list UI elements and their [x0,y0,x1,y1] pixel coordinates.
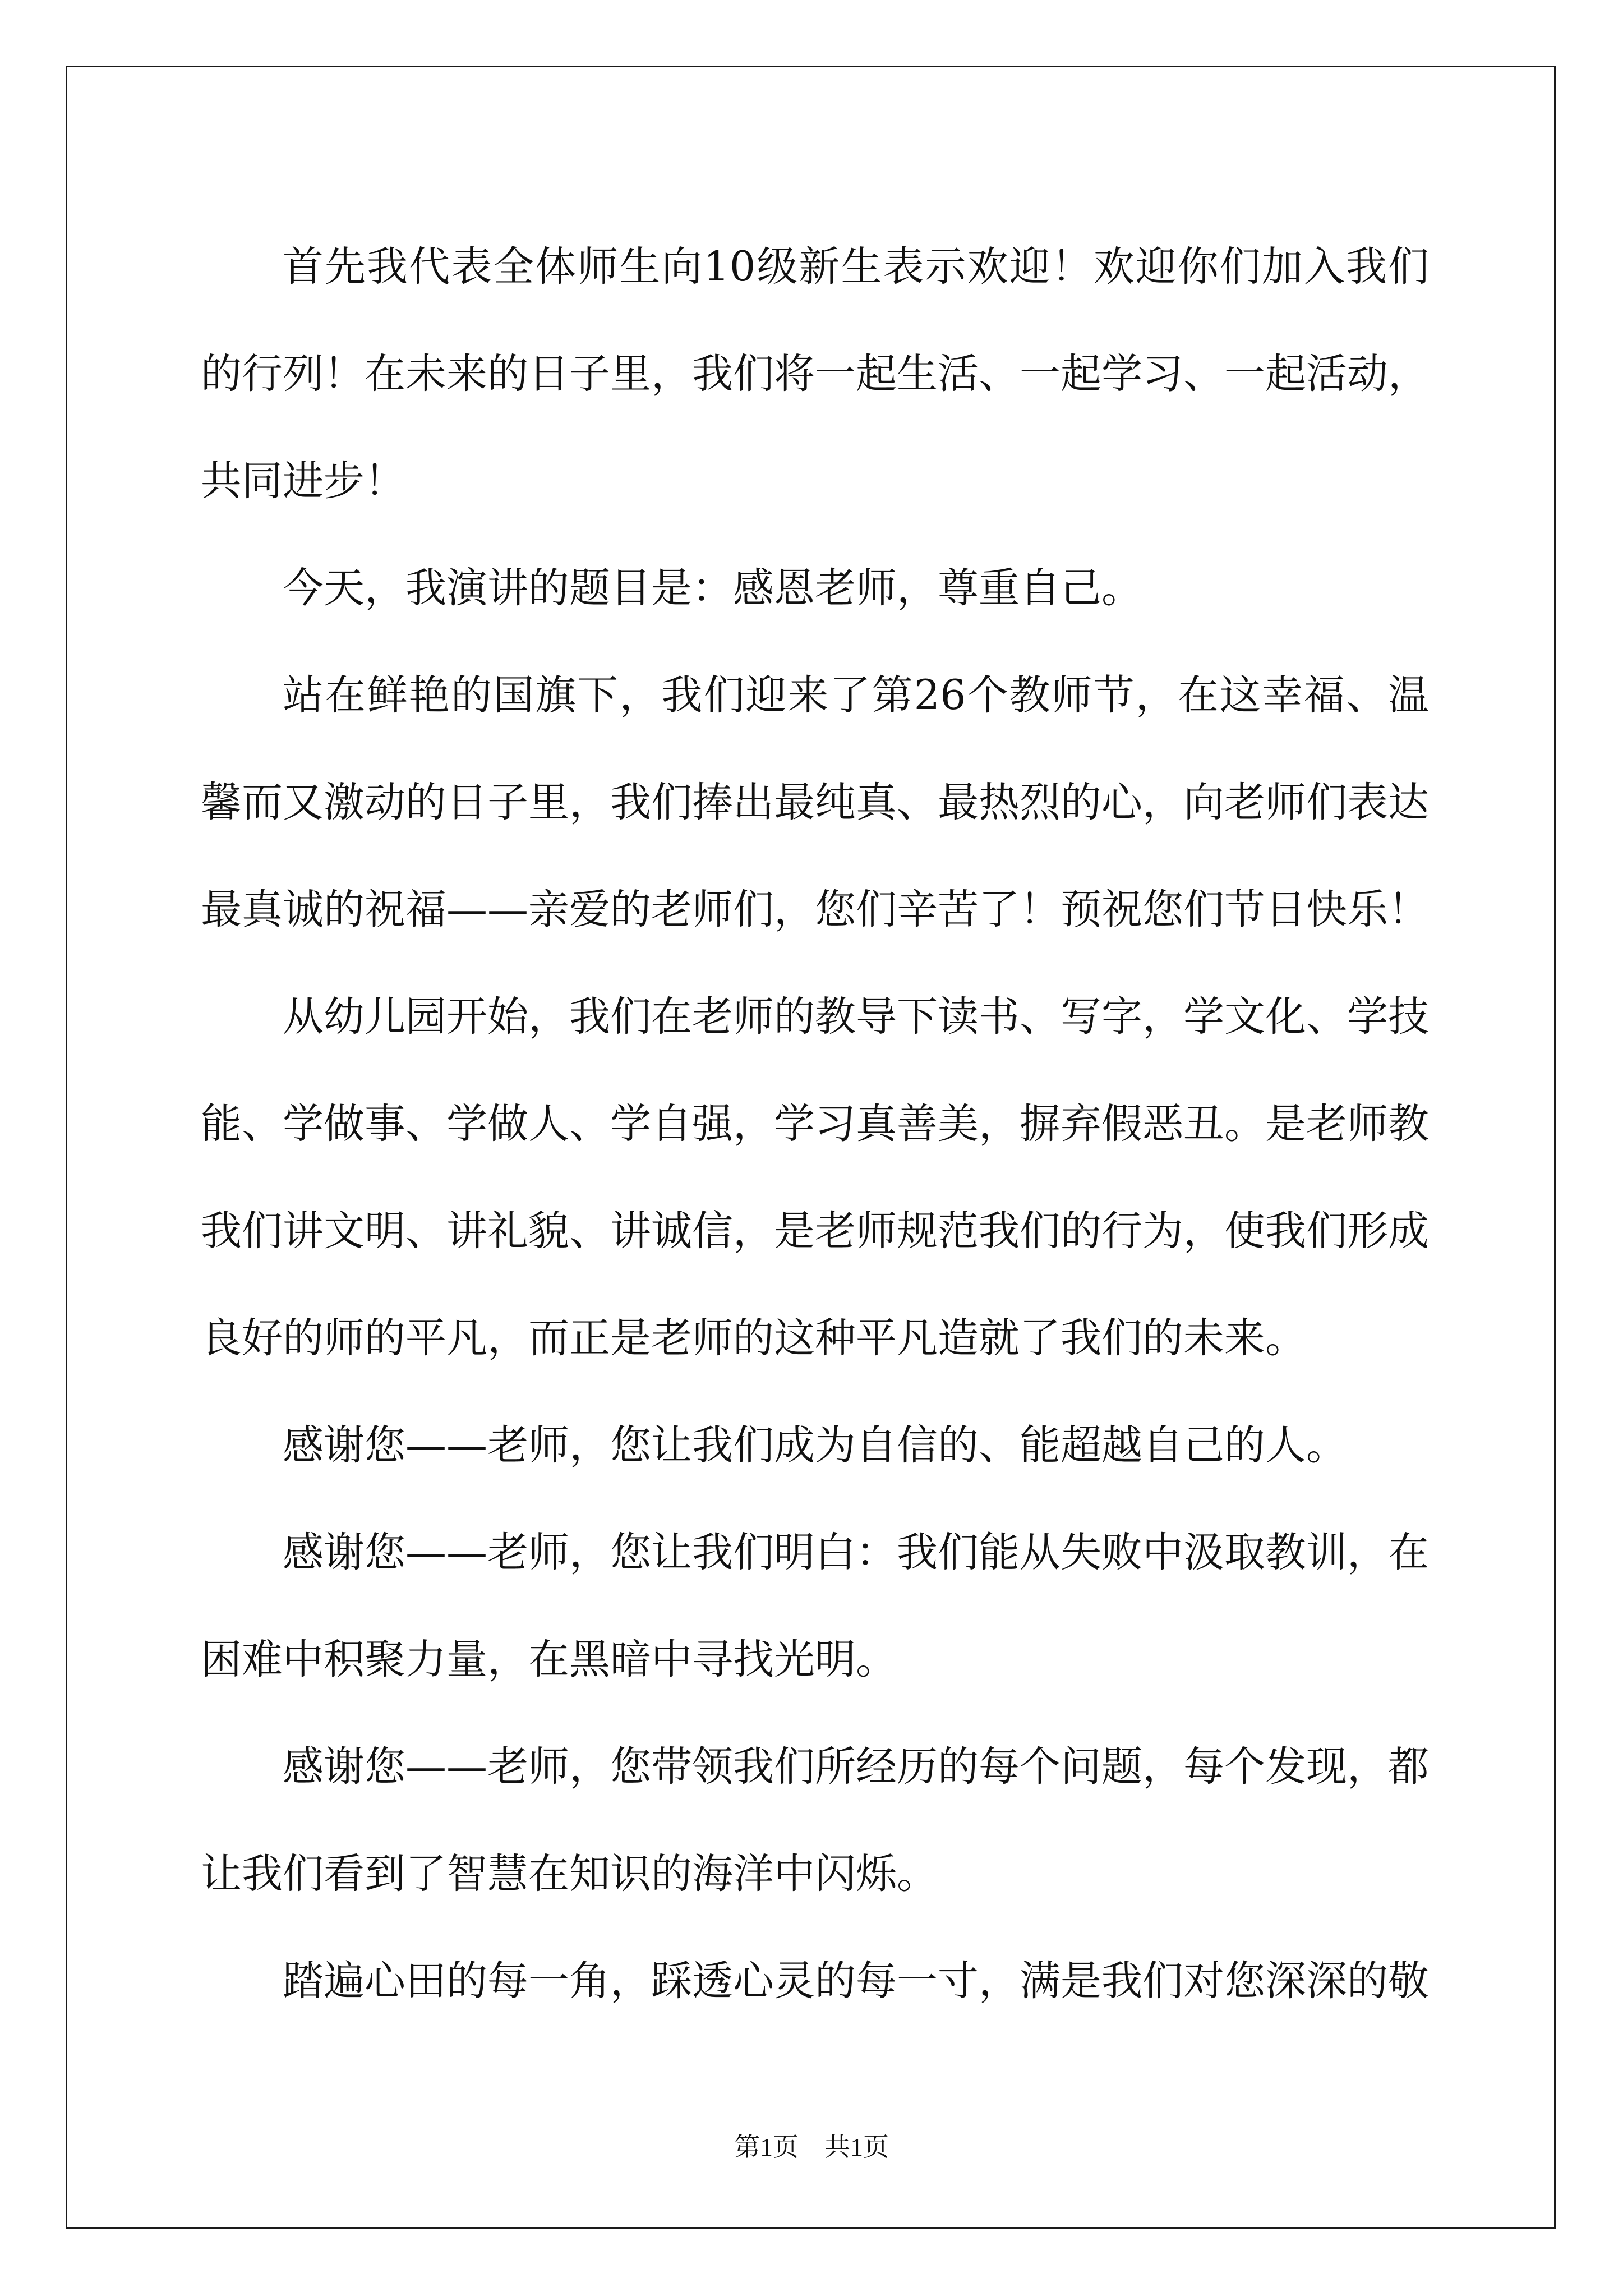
paragraph: 站在鲜艳的国旗下，我们迎来了第26个教师节，在这幸福、温馨而又激动的日子里，我们捧出最纯真、最热烈的心，向老师们表达最真诚的祝福——亲爱的老师们，您们辛苦了！预祝您们节日快乐！ [201,671,1429,933]
page-number: 第1页 [734,2133,799,2161]
paragraph: 踏遍心田的每一角，踩透心灵的每一寸，满是我们对您深深的敬 [283,1957,1429,2005]
paragraph: 感谢您——老师，您让我们明白：我们能从失败中汲取教训，在困难中积聚力量，在黑暗中寻找光明。 [201,1529,1429,1683]
paragraph: 感谢您——老师，您带领我们所经历的每个问题，每个发现，都让我们看到了智慧在知识的海洋中闪烁。 [201,1743,1429,1898]
paragraph: 首先我代表全体师生向10级新生表示欢迎！欢迎你们加入我们的行列！在未来的日子里，我们将一起生活、一起学习、一起活动，共同进步！ [201,243,1429,505]
document-body [201,213,1429,2035]
paragraph: 从幼儿园开始，我们在老师的教导下读书、写字，学文化、学技能、学做事、学做人、学自强，学习真善美，摒弃假恶丑。是老师教我们讲文明、讲礼貌、讲诚信，是老师规范我们的行为，使我们形成良好的师的平凡，而正是老师的这种平凡造就了我们的未来。 [201,993,1429,1362]
page-total: 共1页 [824,2133,889,2161]
page-footer [0,2131,1623,2164]
paragraph: 感谢您——老师，您让我们成为自信的、能超越自己的人。 [283,1421,1347,1469]
paragraph: 今天，我演讲的题目是：感恩老师，尊重自己。 [283,564,1142,612]
